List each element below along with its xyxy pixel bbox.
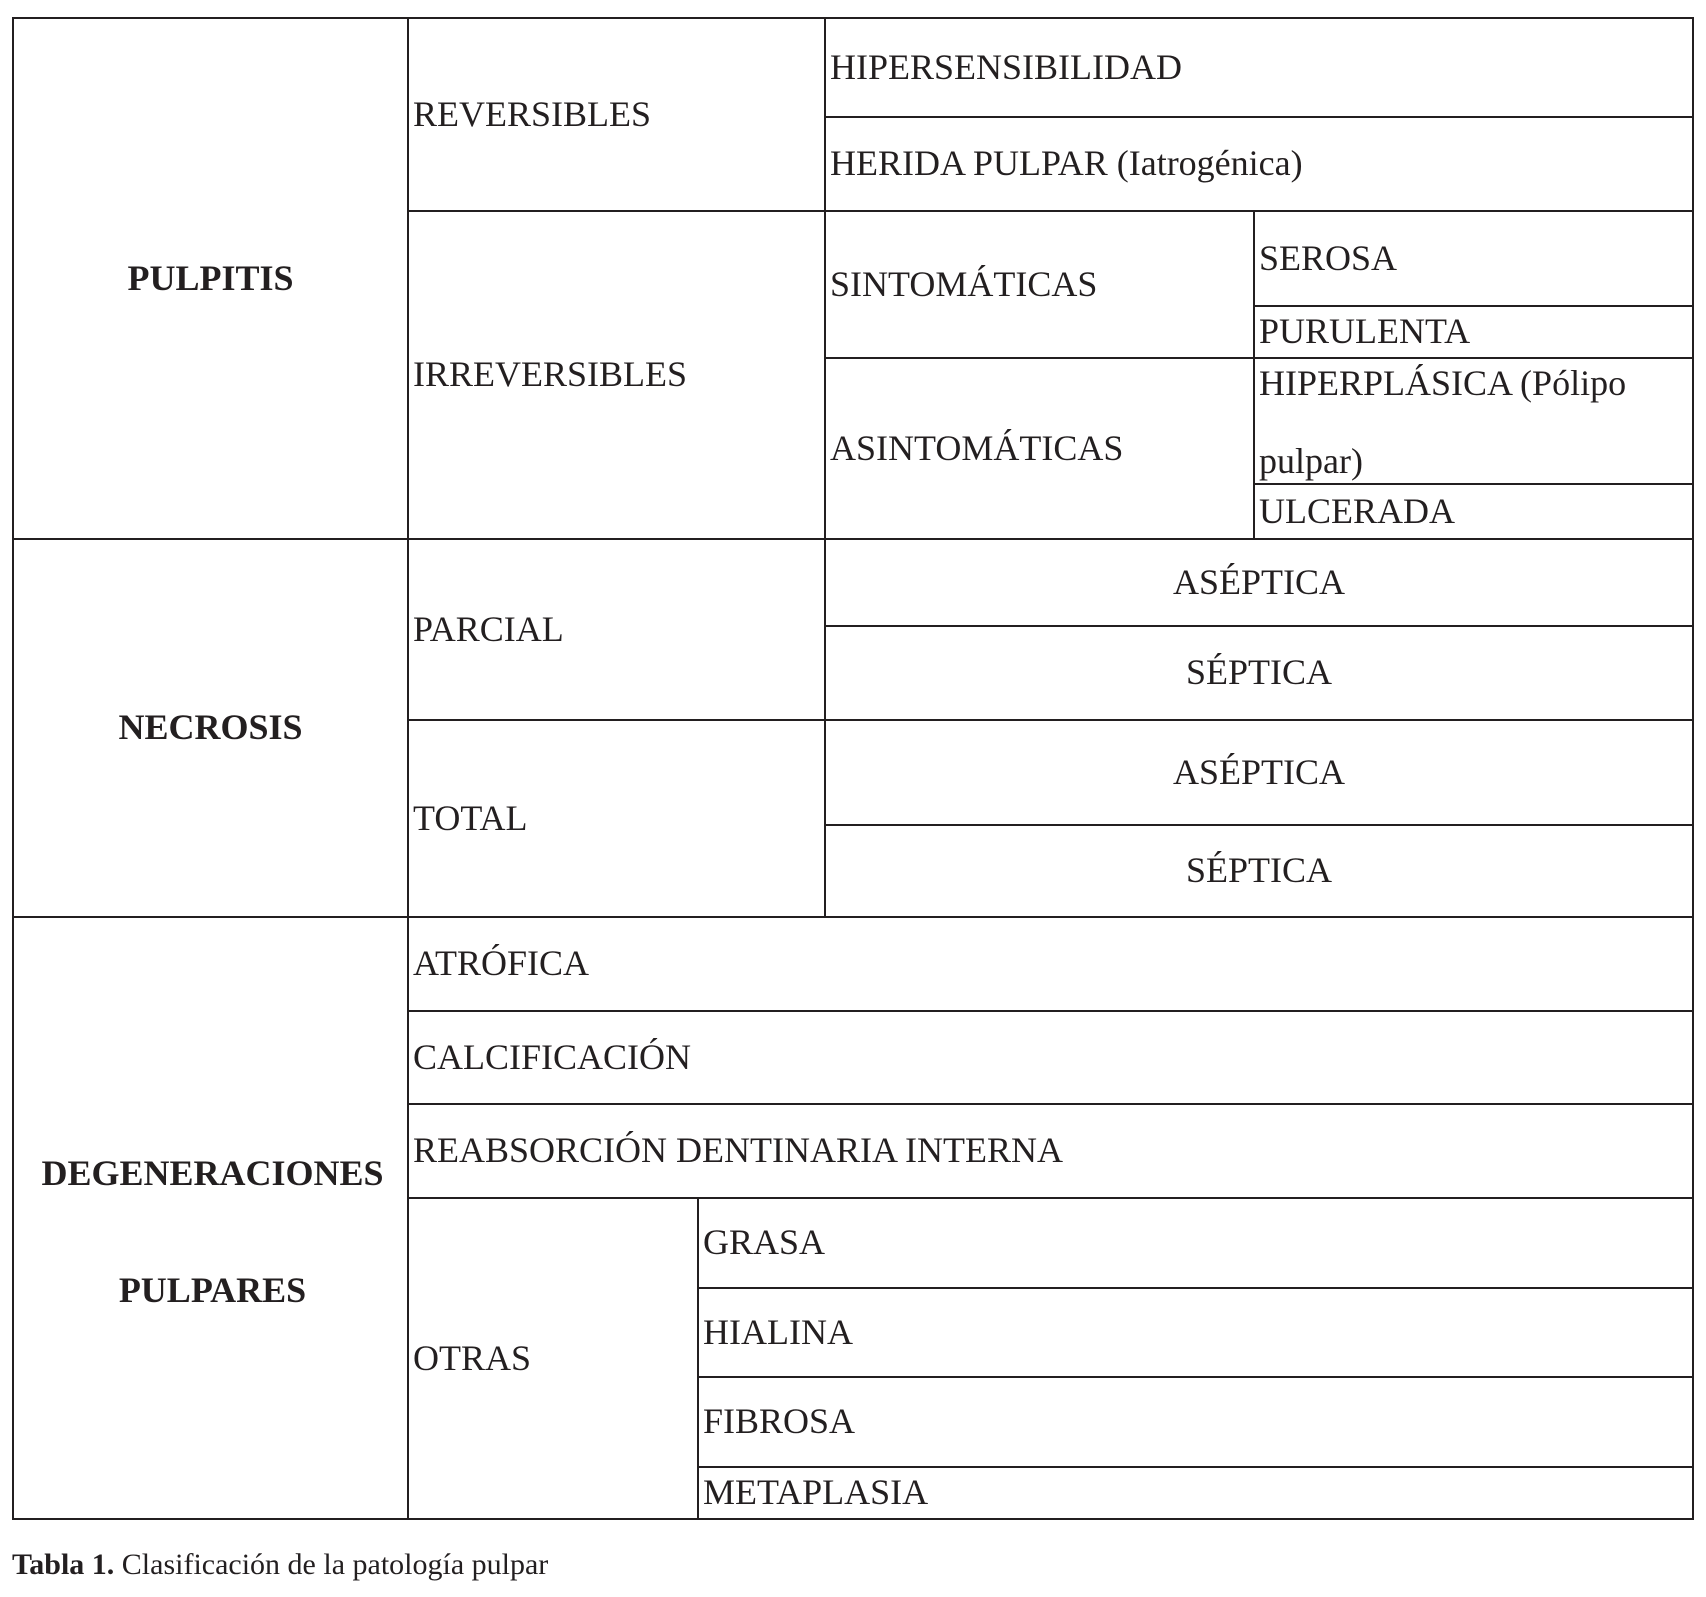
item-hialina: HIALINA: [703, 1311, 853, 1352]
category-degeneraciones: [14, 918, 407, 1518]
category-degeneraciones-line2: PULPARES: [118, 1270, 307, 1310]
subcategory-total: TOTAL: [413, 797, 528, 838]
item-reabsorcion: REABSORCIÓN DENTINARIA INTERNA: [413, 1130, 1063, 1171]
item-ulcerada: ULCERADA: [1259, 490, 1455, 531]
item-hiperplasica-line1: HIPERPLÁSICA (Pólipo: [1259, 363, 1627, 403]
item-serosa: SEROSA: [1259, 237, 1398, 278]
item-metaplasia: METAPLASIA: [703, 1472, 929, 1513]
caption-label: Tabla 1.: [12, 1548, 115, 1581]
item-hipersensibilidad: HIPERSENSIBILIDAD: [830, 46, 1183, 87]
item-herida-pulpar: HERIDA PULPAR (Iatrogénica): [830, 143, 1303, 184]
item-calcificacion: CALCIFICACIÓN: [413, 1036, 692, 1077]
table-border-right: [1692, 17, 1694, 1520]
caption-text: Clasificación de la patología pulpar: [121, 1548, 549, 1581]
subcategory-reversibles: REVERSIBLES: [413, 93, 652, 134]
subcategory-parcial: PARCIAL: [413, 608, 564, 649]
category-necrosis: NECROSIS: [118, 707, 303, 748]
item-hiperplasica-line2: pulpar): [1259, 441, 1363, 481]
item-total-aseptica: ASÉPTICA: [1172, 751, 1346, 792]
item-purulenta: PURULENTA: [1259, 311, 1471, 352]
item-parcial-septica: SÉPTICA: [1185, 652, 1333, 693]
category-degeneraciones-line1: DEGENERACIONES: [41, 1152, 384, 1193]
item-parcial-aseptica: ASÉPTICA: [1172, 561, 1346, 602]
item-grasa: GRASA: [703, 1222, 826, 1263]
group-sintomaticas: SINTOMÁTICAS: [830, 263, 1098, 304]
group-asintomaticas: ASINTOMÁTICAS: [830, 427, 1124, 468]
category-pulpitis: PULPITIS: [127, 257, 294, 298]
item-fibrosa: FIBROSA: [703, 1401, 856, 1442]
item-total-septica: SÉPTICA: [1185, 850, 1333, 891]
table-caption: [12, 1548, 548, 1582]
subcategory-otras: OTRAS: [413, 1337, 532, 1378]
table-border-bottom: [12, 1518, 1694, 1520]
item-atrofica: ATRÓFICA: [413, 943, 590, 984]
subcategory-irreversibles: IRREVERSIBLES: [413, 354, 688, 395]
